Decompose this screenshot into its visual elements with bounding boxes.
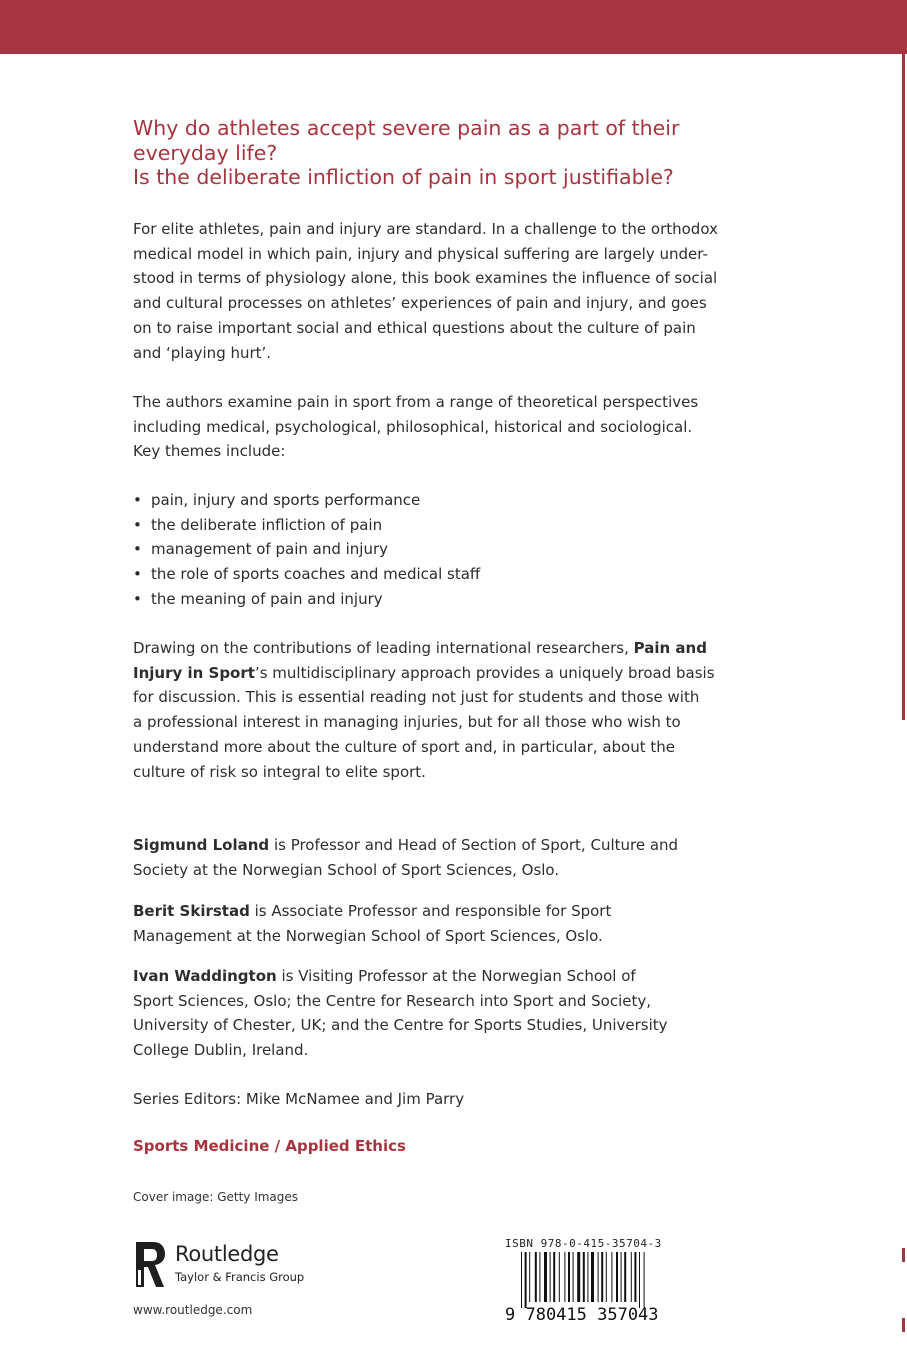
list-item-text: the deliberate infliction of pain [151,515,383,534]
barcode-bar [598,1252,599,1302]
headline-line: everyday life? [133,140,278,165]
barcode-bar [544,1252,547,1302]
series-editors [133,1087,464,1112]
publisher-logo [133,1240,333,1290]
list-item [133,488,480,513]
barcode-bar [644,1252,645,1308]
routledge-logo-icon [133,1240,167,1290]
list-item-text: pain, injury and sports performance [151,491,421,509]
barcode-bar [591,1252,594,1302]
barcode-digits: 9 780415 357043 [505,1305,659,1322]
text-span: is Professor and Head of Section of Sport, Culture and [269,836,679,854]
list-item [133,587,480,612]
text-line: Sport Sciences, Oslo; the Centre for Research into Sport and Society, [133,991,651,1010]
isbn-barcode [505,1252,681,1322]
barcode-bar [529,1252,530,1302]
text-span: is Associate Professor and responsible for Sport [249,902,612,920]
text-line [133,833,678,858]
barcode-bar [624,1252,626,1302]
text-line: and cultural processes on athletes’ experiences of pain and injury, and goes [133,294,707,313]
text-line [133,661,715,686]
themes-intro-paragraph [133,390,698,464]
spine-edge-mark [902,1318,905,1332]
list-item-text: management of pain and injury [151,540,389,559]
list-item-text: the meaning of pain and injury [151,589,383,608]
barcode-bar [601,1252,603,1302]
barcode-bar [606,1252,607,1302]
bullet-icon: • [133,540,142,559]
text-line: and ‘playing hurt’. [133,343,272,362]
author-name: Ivan Waddington [133,967,277,985]
text-line [133,899,611,924]
bullet-icon: • [133,565,142,584]
text-line: College Dublin, Ireland. [133,1041,309,1060]
barcode-bar [559,1252,560,1302]
barcode-bar [525,1252,527,1308]
text-span: is Visiting Professor at the Norwegian School of [276,967,636,985]
barcode-bar [535,1252,537,1302]
barcode-bar [587,1252,588,1302]
list-item-text: the role of sports coaches and medical staff [151,565,481,584]
barcode-bar [573,1252,574,1302]
author-bio [133,964,668,1063]
text-line: Management at the Norwegian School of Sport Sciences, Oslo. [133,926,603,945]
text-line: understand more about the culture of sport and, in particular, about the [133,737,675,756]
text-line: Key themes include: [133,442,286,461]
author-bio [133,833,678,882]
text-line: medical model in which pain, injury and physical suffering are largely under- [133,244,708,263]
publisher-website: www.routledge.com [133,1303,253,1317]
barcode-bar [611,1252,612,1302]
book-title: Injury in Sport [133,663,255,682]
barcode-bar [577,1252,580,1302]
text-line: a professional interest in managing injuries, but for all those who wish to [133,713,681,732]
text-line: Series Editors: Mike McNamee and Jim Parry [133,1090,465,1108]
barcode-bar [564,1252,565,1302]
text-span: ’s multidisciplinary approach provides a uniquely broad basis [254,663,715,682]
spine-edge-mark [902,1248,905,1262]
text-line: For elite athletes, pain and injury are standard. In a challenge to the orthodox [133,220,718,238]
top-color-band [0,0,907,54]
intro-paragraph [133,217,718,365]
barcode-bar [631,1252,632,1302]
bullet-icon: • [133,589,142,608]
spine-edge-line [902,54,905,720]
text-line [133,964,668,989]
barcode-bar [634,1252,636,1302]
list-item [133,562,480,587]
barcode-bar [521,1252,522,1308]
text-line: University of Chester, UK; and the Centre for Sports Studies, University [133,1016,668,1035]
text-span: Drawing on the contributions of leading international researchers, [133,639,634,657]
text-line: stood in terms of physiology alone, this book examines the influence of social [133,269,718,288]
author-name: Sigmund Loland [133,836,270,854]
bullet-icon: • [133,515,142,534]
text-line: culture of risk so integral to elite sport. [133,762,426,781]
publisher-name: Routledge [175,1242,279,1266]
barcode-bar [568,1252,570,1302]
bullet-icon: • [133,491,142,509]
book-title: Pain and [633,639,707,657]
barcode-bar [616,1252,618,1302]
barcode-bar [550,1252,551,1302]
text-line: for discussion. This is essential reading not just for students and those with [133,688,700,707]
barcode-bar [539,1252,540,1302]
text-line: Society at the Norwegian School of Sport Sciences, Oslo. [133,860,560,879]
headline-questions [133,116,733,190]
list-item [133,513,480,538]
author-name: Berit Skirstad [133,902,250,920]
text-line: The authors examine pain in sport from a range of theoretical perspectives [133,393,699,411]
isbn-label: ISBN 978-0-415-35704-3 [505,1237,662,1250]
barcode-bar [639,1252,640,1308]
headline-line: Is the deliberate infliction of pain in sport justifiable? [133,165,674,189]
text-line: including medical, psychological, philosophical, historical and sociological. [133,417,693,436]
summary-paragraph [133,636,715,784]
text-line: on to raise important social and ethical questions about the culture of pain [133,318,696,337]
headline-line: Why do athletes accept severe pain as a part of their [133,116,680,140]
list-item [133,537,480,562]
barcode-bar [583,1252,585,1302]
cover-image-credit: Cover image: Getty Images [133,1190,299,1204]
barcode-bar [621,1252,622,1302]
text-line [133,636,715,661]
subject-category: Sports Medicine / Applied Ethics [133,1137,406,1155]
author-bio [133,899,611,948]
key-themes-list [133,488,480,612]
publisher-group: Taylor & Francis Group [175,1270,305,1284]
barcode-bar [553,1252,555,1302]
